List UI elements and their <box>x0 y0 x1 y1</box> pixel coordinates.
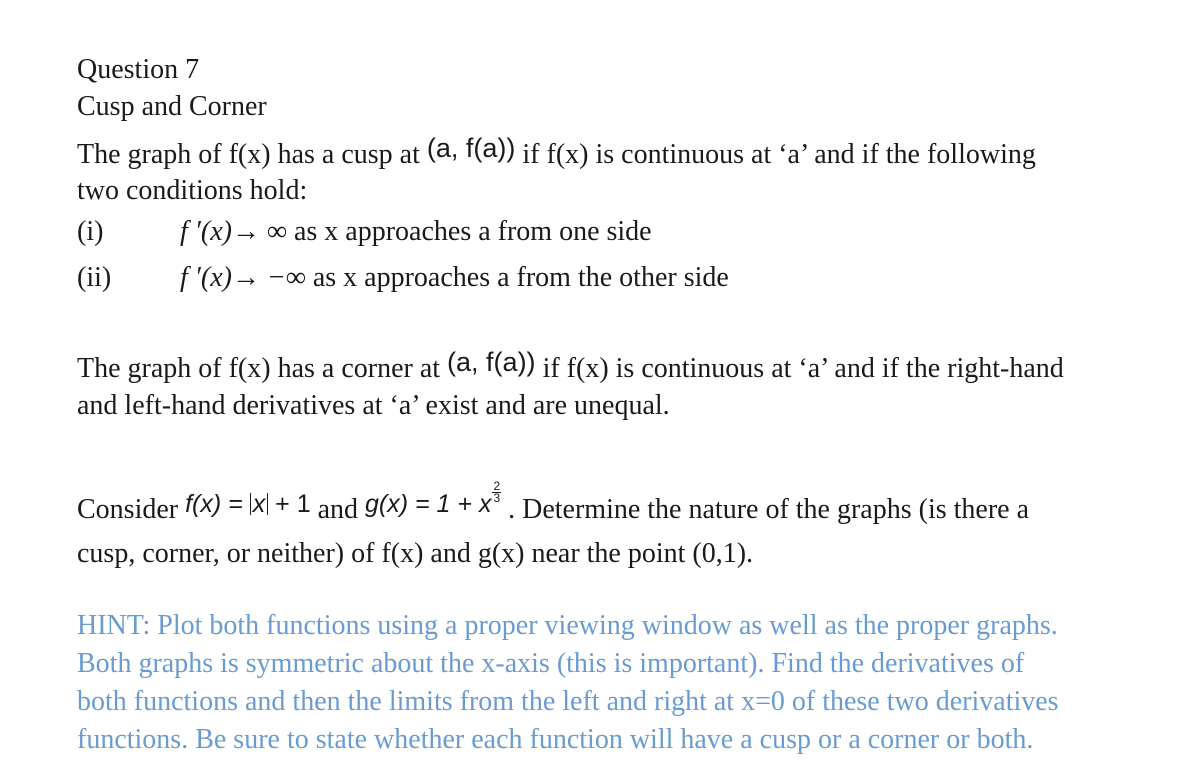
f-rhs: + 1 <box>275 490 311 518</box>
condition-text: as x approaches a from one side <box>293 216 652 247</box>
corner-text-before: The graph of f(x) has a corner at <box>77 353 441 384</box>
hint-line: HINT: Plot both functions using a proper viewing window as well as the proper graphs. <box>77 610 1058 641</box>
g-exponent-numerator: 2 <box>493 479 501 493</box>
and-word: and <box>317 494 359 525</box>
corner-definition-line1 <box>77 347 1064 387</box>
g-expression: g(x) = 1 + x <box>365 490 492 518</box>
condition-label: (ii) <box>77 262 112 293</box>
corner-text-after: if f(x) is continuous at ‘a’ and if the right-hand <box>542 353 1064 384</box>
f-lhs: f(x) = <box>185 490 243 518</box>
condition-expression: f ′(x)→ −∞ <box>180 262 306 293</box>
corner-point: (a, f(a)) <box>447 347 536 377</box>
question-topic: Cusp and Corner <box>77 91 267 122</box>
consider-text-after: . Determine the nature of the graphs (is there a <box>508 494 1030 525</box>
g-function <box>365 479 508 518</box>
cusp-text-after: if f(x) is continuous at ‘a’ and if the following <box>522 139 1036 170</box>
consider-line1 <box>77 479 1030 532</box>
hint-line: both functions and then the limits from the left and right at x=0 of these two derivatives <box>77 686 1059 717</box>
cusp-text-before: The graph of f(x) has a cusp at <box>77 139 420 170</box>
hint-line: functions. Be sure to state whether each function will have a cusp or a corner or both. <box>77 724 1034 755</box>
consider-word: Consider <box>77 494 179 525</box>
corner-definition-line2: and left-hand derivatives at ‘a’ exist and are unequal. <box>77 390 670 421</box>
question-number: Question 7 <box>77 54 200 85</box>
condition-ii <box>77 260 729 296</box>
condition-text: as x approaches a from the other side <box>312 262 729 293</box>
consider-line2: cusp, corner, or neither) of f(x) and g(x) near the point (0,1). <box>77 538 754 569</box>
cusp-definition-line1 <box>77 133 1036 173</box>
g-exponent-denominator: 3 <box>493 491 501 505</box>
condition-expression: f ′(x)→ ∞ <box>180 216 287 247</box>
g-exponent <box>492 481 501 504</box>
hint-line: Both graphs is symmetric about the x-axis (this is important). Find the derivatives of <box>77 648 1025 679</box>
absolute-value: x <box>250 493 269 515</box>
condition-label: (i) <box>77 216 104 247</box>
f-function <box>185 490 317 518</box>
cusp-definition-line2: two conditions hold: <box>77 175 308 206</box>
condition-i <box>77 214 652 250</box>
cusp-point: (a, f(a)) <box>426 133 516 163</box>
